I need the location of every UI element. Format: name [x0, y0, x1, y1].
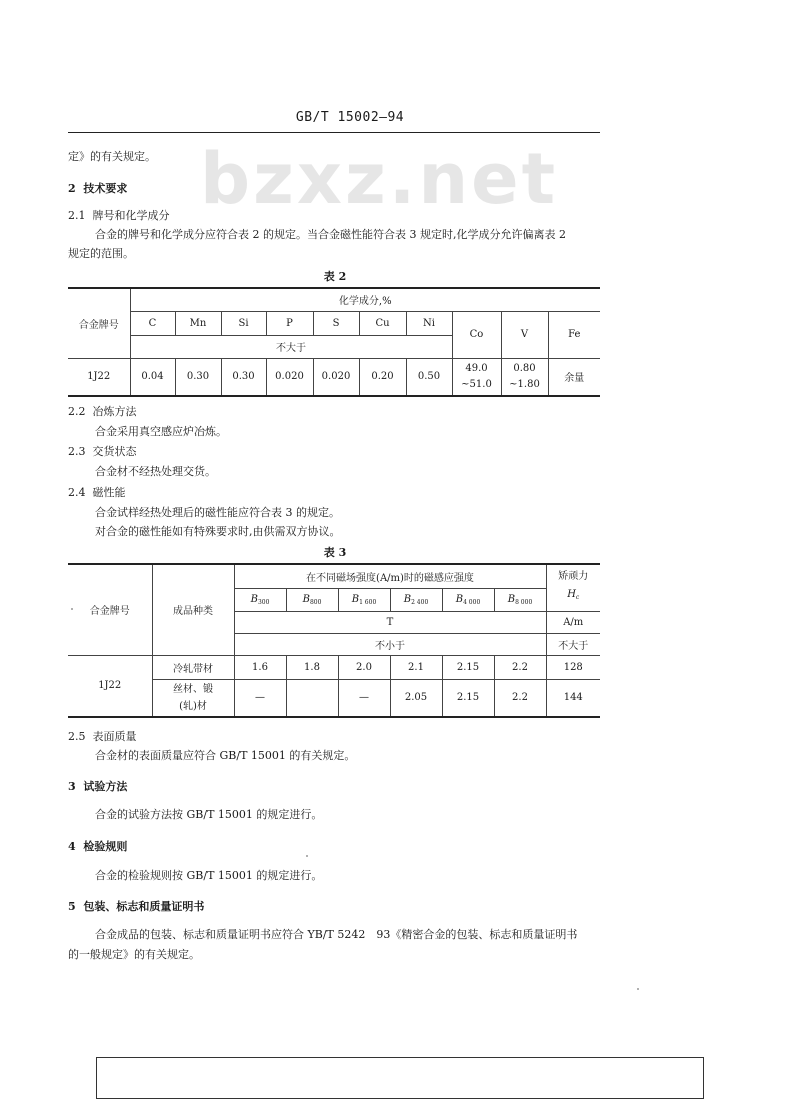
b-subscript: 1 600 — [359, 598, 377, 606]
coercive-symbol: H — [567, 589, 576, 601]
section-2-5-text: 合金材的表面质量应符合 GB/T 15001 的有关规定。 — [95, 749, 356, 762]
section-2-1-line1: 合金的牌号和化学成分应符合表 2 的规定。当合金磁性能符合表 3 规定时,化学成分允许偏离表 2 — [95, 228, 566, 241]
value: — — [234, 679, 286, 717]
b-symbol: B — [455, 593, 464, 605]
b-symbol: B — [507, 593, 516, 605]
element-cu: Cu — [359, 311, 406, 335]
section-number: 2.5 — [68, 730, 86, 743]
b-subscript: 2 400 — [411, 598, 429, 606]
induction-header: 在不同磁场强度(A/m)时的磁感应强度 — [234, 564, 546, 588]
section-2-5-heading — [68, 730, 137, 744]
b-300 — [234, 588, 286, 611]
section-number: 3 — [68, 780, 76, 793]
value: 2.1 — [390, 655, 442, 679]
table-2-caption: 表 2 — [323, 270, 347, 283]
section-number: 2.4 — [68, 486, 86, 499]
value-cu: 0.20 — [359, 358, 406, 396]
b-subscript: 800 — [309, 598, 322, 606]
element-v: V — [501, 311, 548, 358]
section-3-text: 合金的试验方法按 GB/T 15001 的规定进行。 — [95, 808, 323, 821]
b-symbol: B — [250, 593, 258, 605]
b-2400 — [390, 588, 442, 611]
value-v-low: 0.80 — [513, 362, 536, 374]
value-co-low: 49.0 — [465, 362, 488, 374]
section-2-4-line1: 合金试样经热处理后的磁性能应符合表 3 的规定。 — [95, 506, 340, 519]
element-c: C — [130, 311, 175, 335]
b-subscript: 300 — [257, 598, 270, 606]
coercive-value: 128 — [546, 655, 600, 679]
watermark: bzxz.net — [200, 138, 559, 220]
form-header: 成品种类 — [152, 564, 234, 655]
value-fe: 余量 — [548, 358, 600, 396]
form-line1: 丝材、锻 — [173, 683, 213, 695]
grade-header: 合金牌号 — [68, 288, 130, 358]
b-1600 — [338, 588, 390, 611]
section-title: 磁性能 — [92, 486, 126, 499]
section-2-2-text: 合金采用真空感应炉冶炼。 — [95, 425, 227, 438]
section-2-4-line2: 对合金的磁性能如有特殊要求时,由供需双方协议。 — [95, 525, 341, 538]
table-3-caption: 表 3 — [323, 546, 347, 559]
value: 1.6 — [234, 655, 286, 679]
section-number: 2.1 — [68, 209, 86, 222]
section-title: 试验方法 — [83, 780, 128, 793]
value: 2.15 — [442, 679, 494, 717]
form-line2: (轧)材 — [179, 700, 207, 712]
value: 2.05 — [390, 679, 442, 717]
coercive-header — [546, 564, 600, 611]
b-symbol: B — [302, 593, 310, 605]
b-symbol: B — [403, 593, 412, 605]
section-4-text: 合金的检验规则按 GB/T 15001 的规定进行。 — [95, 869, 323, 882]
value — [286, 679, 338, 717]
value-co-high: ~51.0 — [461, 378, 492, 390]
grade-header: 合金牌号 — [68, 564, 152, 655]
limit-note: 不大于 — [130, 335, 452, 358]
form-cold-rolled: 冷轧带材 — [152, 655, 234, 679]
value: 2.15 — [442, 655, 494, 679]
value-s: 0.020 — [313, 358, 359, 396]
not-more-note: 不大于 — [546, 633, 600, 655]
value-mn: 0.30 — [175, 358, 221, 396]
section-2-3-heading — [68, 445, 137, 459]
scan-speck — [306, 855, 308, 857]
value: 2.2 — [494, 679, 546, 717]
unit-tesla: T — [234, 611, 546, 633]
table-3 — [68, 563, 600, 718]
section-title: 交货状态 — [92, 445, 137, 458]
value: — — [338, 679, 390, 717]
unit-am: A/m — [546, 611, 600, 633]
not-less-note: 不小于 — [234, 633, 546, 655]
section-number: 5 — [68, 900, 76, 913]
section-title: 技术要求 — [83, 182, 128, 195]
header-rule — [68, 132, 600, 133]
grade-cell: 1J22 — [68, 655, 152, 717]
element-mn: Mn — [175, 311, 221, 335]
section-title: 牌号和化学成分 — [92, 209, 170, 222]
document-code: GB/T 15002—94 — [295, 110, 405, 125]
section-2-3-text: 合金材不经热处理交货。 — [95, 465, 216, 478]
section-5-line1: 合金成品的包装、标志和质量证明书应符合 YB/T 5242 93《精密合金的包装、标志和质量证明书 — [95, 928, 578, 941]
section-2-1-line2: 规定的范围。 — [68, 247, 134, 260]
section-2-2-heading — [68, 405, 137, 419]
section-title: 检验规则 — [83, 840, 128, 853]
section-4-heading — [68, 838, 127, 854]
section-number: 4 — [68, 840, 76, 853]
value-v — [501, 358, 548, 396]
section-5-line2: 的一般规定》的有关规定。 — [68, 948, 200, 961]
bottom-frame — [96, 1057, 704, 1099]
coercive-label: 矫顽力 — [558, 571, 589, 583]
section-2-1-heading — [68, 209, 170, 223]
value-v-high: ~1.80 — [509, 378, 540, 390]
value-si: 0.30 — [221, 358, 266, 396]
element-ni: Ni — [406, 311, 452, 335]
grade-cell: 1J22 — [68, 358, 130, 396]
b-4000 — [442, 588, 494, 611]
element-p: P — [266, 311, 313, 335]
value: 2.2 — [494, 655, 546, 679]
element-si: Si — [221, 311, 266, 335]
b-symbol: B — [351, 593, 360, 605]
value-ni: 0.50 — [406, 358, 452, 396]
b-800 — [286, 588, 338, 611]
section-number: 2.2 — [68, 405, 86, 418]
composition-header: 化学成分,% — [130, 288, 600, 311]
section-title: 包装、标志和质量证明书 — [83, 900, 205, 913]
b-subscript: 8 000 — [515, 598, 533, 606]
section-number: 2.3 — [68, 445, 86, 458]
coercive-value: 144 — [546, 679, 600, 717]
value: 2.0 — [338, 655, 390, 679]
value-c: 0.04 — [130, 358, 175, 396]
value-co — [452, 358, 501, 396]
table-2 — [68, 287, 600, 397]
element-s: S — [313, 311, 359, 335]
b-8000 — [494, 588, 546, 611]
value-p: 0.020 — [266, 358, 313, 396]
element-co: Co — [452, 311, 501, 358]
scan-speck — [637, 988, 639, 990]
value: 1.8 — [286, 655, 338, 679]
section-2-4-heading — [68, 486, 126, 500]
continued-text: 定》的有关规定。 — [68, 150, 156, 163]
section-title: 冶炼方法 — [92, 405, 137, 418]
element-fe: Fe — [548, 311, 600, 358]
form-wire-forged — [152, 679, 234, 717]
section-2-heading — [68, 180, 127, 196]
section-3-heading — [68, 778, 127, 794]
section-5-heading — [68, 898, 204, 914]
section-number: 2 — [68, 182, 76, 195]
section-title: 表面质量 — [92, 730, 137, 743]
coercive-subscript: c — [575, 594, 580, 602]
scan-speck — [71, 608, 73, 610]
b-subscript: 4 000 — [463, 598, 481, 606]
